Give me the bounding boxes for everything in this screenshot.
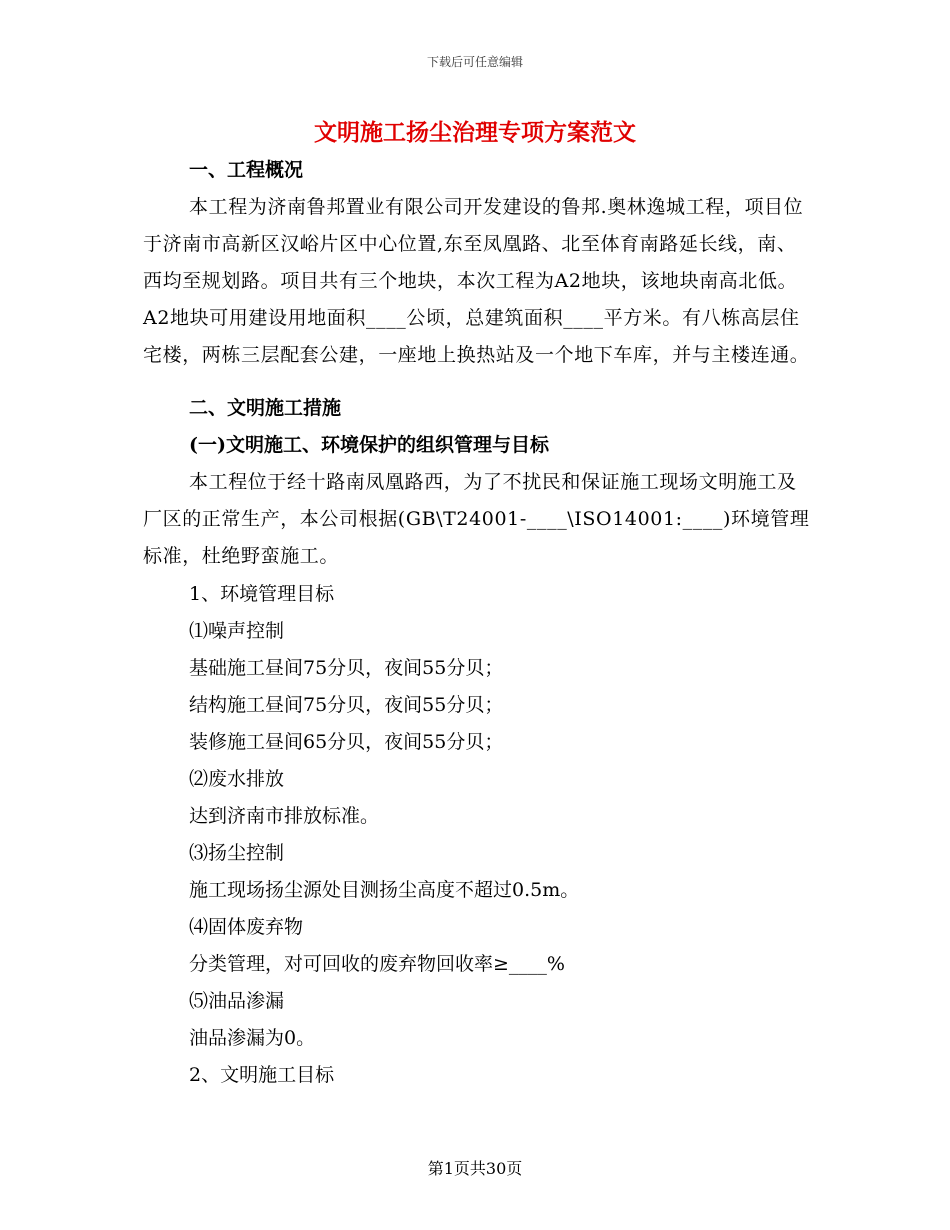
list-item: ⑵废水排放: [189, 768, 285, 790]
list-item: ⑶扬尘控制: [189, 842, 285, 864]
document-body: [143, 152, 811, 1094]
paragraph-project-overview: 本工程为济南鲁邦置业有限公司开发建设的鲁邦.奥林逸城工程，项目位于济南市高新区汉峪片区中心位置,东至凤凰路、北至体育南路延长线，南、西均至规划路。项目共有三个地块，本次工程为A2地块，该地块南高北低。A2地块可用建设用地面积____公顷，总建筑面积____平方米。有八栋高层住宅楼，两栋三层配套公建，一座地上换热站及一个地下车库，并与主楼连通。: [143, 196, 810, 366]
list-item: 达到济南市排放标准。: [189, 805, 380, 827]
paragraph-environment-standard: 本工程位于经十路南凤凰路西，为了不扰民和保证施工现场文明施工及厂区的正常生产，本公司根据(GB\T24001-____\ISO14001:____)环境管理标准，杜绝野蛮施工。: [143, 471, 810, 567]
page-footer: 第1页共30页: [427, 1159, 523, 1178]
list-item: ⑴噪声控制: [189, 620, 285, 642]
list-item: 基础施工昼间75分贝，夜间55分贝；: [189, 657, 504, 679]
page-header: 下载后可任意编辑: [426, 55, 523, 69]
list-item: 1、环境管理目标: [189, 583, 335, 605]
section-heading-1: 一、工程概况: [189, 159, 304, 181]
subsection-heading-1: (一)文明施工、环境保护的组织管理与目标: [189, 434, 549, 456]
list-item: ⑷固体废弃物: [189, 916, 304, 938]
list-item: 施工现场扬尘源处目测扬尘高度不超过0.5m。: [189, 879, 580, 901]
document-title: 文明施工扬尘治理专项方案范文: [314, 119, 636, 146]
list-item: ⑸油品渗漏: [189, 990, 285, 1012]
list-item: 油品渗漏为0。: [189, 1027, 316, 1049]
section-heading-2: 二、文明施工措施: [189, 397, 342, 419]
list-item: 装修施工昼间65分贝，夜间55分贝；: [189, 731, 504, 753]
list-item: 分类管理，对可回收的废弃物回收率≥____%: [189, 953, 565, 975]
list-item: 结构施工昼间75分贝，夜间55分贝；: [189, 694, 504, 716]
list-item: 2、文明施工目标: [189, 1064, 335, 1086]
